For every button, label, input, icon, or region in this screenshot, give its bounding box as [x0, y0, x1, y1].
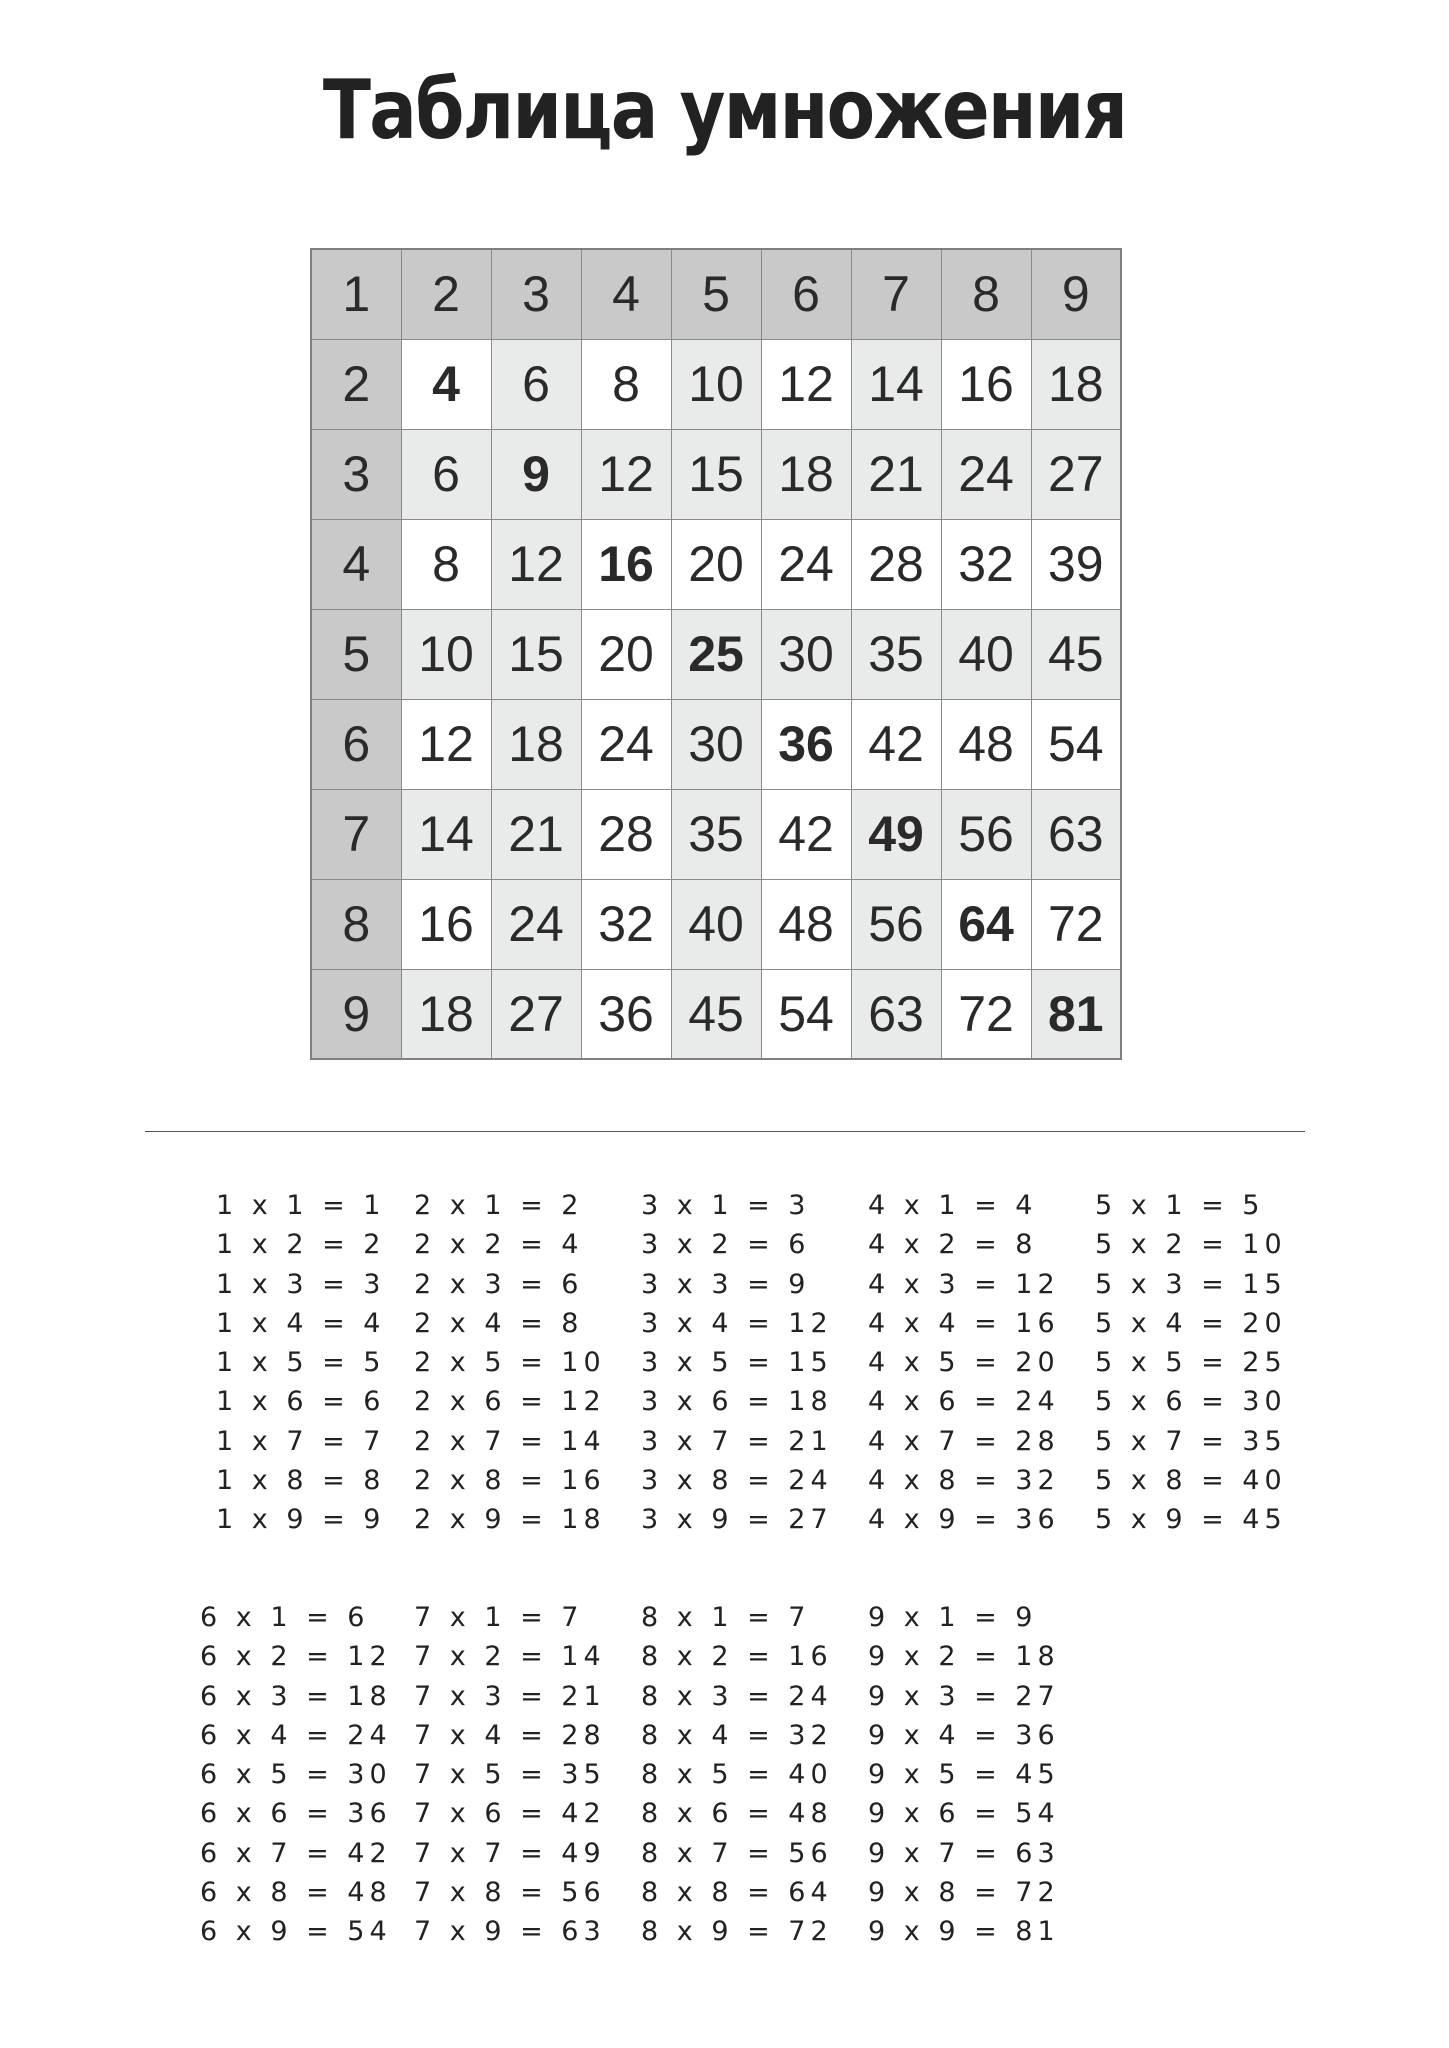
- grid-cell: 12: [491, 519, 581, 609]
- grid-cell: 32: [941, 519, 1031, 609]
- page-title: Таблица умножения: [322, 63, 1127, 158]
- grid-cell: 54: [1031, 699, 1121, 789]
- multiplication-fact: 3 x 5 = 15: [641, 1347, 833, 1379]
- multiplication-fact: 6 x 3 = 18: [200, 1680, 392, 1712]
- grid-cell: 18: [491, 699, 581, 789]
- grid-header-cell: 6: [311, 699, 401, 789]
- multiplication-fact: 4 x 5 = 20: [868, 1347, 1060, 1379]
- multiplication-fact: 7 x 8 = 56: [414, 1877, 606, 1909]
- grid-cell: 14: [851, 339, 941, 429]
- grid-cell: 36: [761, 699, 851, 789]
- grid-cell: 28: [581, 789, 671, 879]
- multiplication-fact: 1 x 3 = 3: [216, 1268, 386, 1300]
- multiplication-fact: 4 x 9 = 36: [868, 1504, 1060, 1536]
- multiplication-fact: 6 x 7 = 42: [200, 1837, 392, 1869]
- multiplication-fact: 3 x 8 = 24: [641, 1465, 833, 1497]
- grid-header-cell: 4: [581, 249, 671, 339]
- grid-cell: 21: [851, 429, 941, 519]
- facts-column-3: [641, 1186, 833, 1540]
- grid-header-cell: 5: [311, 609, 401, 699]
- grid-cell: 28: [851, 519, 941, 609]
- grid-cell: 24: [491, 879, 581, 969]
- grid-cell: 18: [761, 429, 851, 519]
- multiplication-fact: 9 x 5 = 45: [868, 1759, 1060, 1791]
- multiplication-fact: 1 x 4 = 4: [216, 1307, 386, 1339]
- grid-cell: 27: [1031, 429, 1121, 519]
- multiplication-fact: 8 x 2 = 16: [641, 1641, 833, 1673]
- multiplication-fact: 1 x 6 = 6: [216, 1386, 386, 1418]
- grid-cell: 8: [401, 519, 491, 609]
- multiplication-fact: 2 x 9 = 18: [414, 1504, 606, 1536]
- multiplication-fact: 5 x 8 = 40: [1095, 1465, 1287, 1497]
- grid-cell: 21: [491, 789, 581, 879]
- multiplication-fact: 5 x 4 = 20: [1095, 1307, 1287, 1339]
- grid-cell: 24: [581, 699, 671, 789]
- multiplication-fact: 7 x 6 = 42: [414, 1798, 606, 1830]
- multiplication-fact: 4 x 6 = 24: [868, 1386, 1060, 1418]
- multiplication-fact: 2 x 4 = 8: [414, 1307, 584, 1339]
- grid-cell: 6: [491, 339, 581, 429]
- grid-cell: 12: [581, 429, 671, 519]
- multiplication-fact: 9 x 4 = 36: [868, 1719, 1060, 1751]
- multiplication-fact: 2 x 7 = 14: [414, 1425, 606, 1457]
- multiplication-fact: 5 x 6 = 30: [1095, 1386, 1287, 1418]
- grid-cell: 16: [581, 519, 671, 609]
- grid-cell: 8: [581, 339, 671, 429]
- grid-cell: 18: [1031, 339, 1121, 429]
- multiplication-fact: 1 x 1 = 1: [216, 1190, 386, 1221]
- grid-cell: 18: [401, 969, 491, 1059]
- grid-header-cell: 5: [671, 249, 761, 339]
- grid-header-cell: 9: [311, 969, 401, 1059]
- multiplication-fact: 8 x 4 = 32: [641, 1719, 833, 1751]
- grid-cell: 39: [1031, 519, 1121, 609]
- multiplication-fact: 2 x 6 = 12: [414, 1386, 606, 1418]
- multiplication-fact: 7 x 9 = 63: [414, 1916, 606, 1948]
- multiplication-fact: 1 x 7 = 7: [216, 1425, 386, 1457]
- grid-cell: 32: [581, 879, 671, 969]
- facts-column-6: [200, 1598, 392, 1952]
- grid-cell: 15: [491, 609, 581, 699]
- grid-cell: 48: [761, 879, 851, 969]
- multiplication-fact: 2 x 5 = 10: [414, 1347, 606, 1379]
- grid-cell: 10: [671, 339, 761, 429]
- multiplication-fact: 1 x 9 = 9: [216, 1504, 386, 1536]
- multiplication-fact: 9 x 6 = 54: [868, 1798, 1060, 1830]
- multiplication-fact: 3 x 4 = 12: [641, 1307, 833, 1339]
- multiplication-fact: 7 x 3 = 21: [414, 1680, 606, 1712]
- grid-cell: 64: [941, 879, 1031, 969]
- multiplication-fact: 7 x 1 = 7: [414, 1602, 584, 1633]
- facts-column-5: [1095, 1186, 1287, 1540]
- multiplication-fact: 9 x 2 = 18: [868, 1641, 1060, 1673]
- grid-header-cell: 6: [761, 249, 851, 339]
- grid-cell: 20: [581, 609, 671, 699]
- multiplication-fact: 7 x 5 = 35: [414, 1759, 606, 1791]
- grid-cell: 40: [941, 609, 1031, 699]
- grid-cell: 63: [1031, 789, 1121, 879]
- grid-header-cell: 3: [491, 249, 581, 339]
- multiplication-fact: 3 x 1 = 3: [641, 1190, 811, 1221]
- grid-cell: 6: [401, 429, 491, 519]
- multiplication-fact: 2 x 3 = 6: [414, 1268, 584, 1300]
- grid-cell: 63: [851, 969, 941, 1059]
- grid-header-cell: 9: [1031, 249, 1121, 339]
- multiplication-fact: 9 x 7 = 63: [868, 1837, 1060, 1869]
- multiplication-fact: 5 x 3 = 15: [1095, 1268, 1287, 1300]
- grid-cell: 24: [761, 519, 851, 609]
- multiplication-fact: 4 x 8 = 32: [868, 1465, 1060, 1497]
- grid-cell: 45: [1031, 609, 1121, 699]
- facts-column-4: [868, 1186, 1060, 1540]
- grid-header-cell: 8: [941, 249, 1031, 339]
- facts-column-9: [868, 1598, 1060, 1952]
- multiplication-fact: 1 x 5 = 5: [216, 1347, 386, 1379]
- multiplication-fact: 6 x 9 = 54: [200, 1916, 392, 1948]
- multiplication-fact: 8 x 7 = 56: [641, 1837, 833, 1869]
- grid-cell: 56: [941, 789, 1031, 879]
- grid-cell: 48: [941, 699, 1031, 789]
- grid-header-cell: 7: [311, 789, 401, 879]
- multiplication-fact: 1 x 2 = 2: [216, 1229, 386, 1261]
- grid-cell: 45: [671, 969, 761, 1059]
- grid-cell: 24: [941, 429, 1031, 519]
- multiplication-fact: 8 x 3 = 24: [641, 1680, 833, 1712]
- grid-cell: 30: [761, 609, 851, 699]
- multiplication-fact: 7 x 2 = 14: [414, 1641, 606, 1673]
- multiplication-fact: 3 x 6 = 18: [641, 1386, 833, 1418]
- grid-header-cell: 1: [311, 249, 401, 339]
- grid-cell: 20: [671, 519, 761, 609]
- grid-header-cell: 4: [311, 519, 401, 609]
- grid-cell: 10: [401, 609, 491, 699]
- multiplication-fact: 2 x 8 = 16: [414, 1465, 606, 1497]
- multiplication-fact: 5 x 7 = 35: [1095, 1425, 1287, 1457]
- multiplication-fact: 9 x 9 = 81: [868, 1916, 1060, 1948]
- grid-header-cell: 3: [311, 429, 401, 519]
- grid-cell: 27: [491, 969, 581, 1059]
- grid-cell: 12: [761, 339, 851, 429]
- grid-cell: 40: [671, 879, 761, 969]
- grid-header-cell: 7: [851, 249, 941, 339]
- facts-column-8: [641, 1598, 833, 1952]
- grid-header-cell: 2: [401, 249, 491, 339]
- multiplication-fact: 7 x 7 = 49: [414, 1837, 606, 1869]
- facts-column-2: [414, 1186, 606, 1540]
- multiplication-fact: 6 x 4 = 24: [200, 1719, 392, 1751]
- grid-cell: 49: [851, 789, 941, 879]
- multiplication-fact: 4 x 3 = 12: [868, 1268, 1060, 1300]
- multiplication-fact: 8 x 1 = 7: [641, 1602, 811, 1633]
- multiplication-fact: 7 x 4 = 28: [414, 1719, 606, 1751]
- multiplication-fact: 9 x 8 = 72: [868, 1877, 1060, 1909]
- multiplication-fact: 8 x 8 = 64: [641, 1877, 833, 1909]
- grid-header-cell: 8: [311, 879, 401, 969]
- multiplication-fact: 2 x 2 = 4: [414, 1229, 584, 1261]
- multiplication-fact: 3 x 2 = 6: [641, 1229, 811, 1261]
- multiplication-fact: 4 x 2 = 8: [868, 1229, 1038, 1261]
- grid-cell: 4: [401, 339, 491, 429]
- multiplication-fact: 9 x 1 = 9: [868, 1602, 1038, 1633]
- grid-cell: 30: [671, 699, 761, 789]
- grid-cell: 12: [401, 699, 491, 789]
- facts-column-7: [414, 1598, 606, 1952]
- multiplication-fact: 8 x 6 = 48: [641, 1798, 833, 1830]
- multiplication-fact: 5 x 1 = 5: [1095, 1190, 1265, 1221]
- multiplication-fact: 6 x 5 = 30: [200, 1759, 392, 1791]
- grid-cell: 42: [761, 789, 851, 879]
- multiplication-fact: 3 x 3 = 9: [641, 1268, 811, 1300]
- grid-cell: 56: [851, 879, 941, 969]
- multiplication-fact: 5 x 9 = 45: [1095, 1504, 1287, 1536]
- multiplication-fact: 6 x 8 = 48: [200, 1877, 392, 1909]
- grid-cell: 36: [581, 969, 671, 1059]
- grid-cell: 72: [1031, 879, 1121, 969]
- multiplication-fact: 9 x 3 = 27: [868, 1680, 1060, 1712]
- multiplication-fact: 3 x 9 = 27: [641, 1504, 833, 1536]
- grid-cell: 42: [851, 699, 941, 789]
- multiplication-fact: 6 x 1 = 6: [200, 1602, 370, 1633]
- multiplication-fact: 3 x 7 = 21: [641, 1425, 833, 1457]
- grid-cell: 14: [401, 789, 491, 879]
- multiplication-fact: 4 x 7 = 28: [868, 1425, 1060, 1457]
- multiplication-fact: 4 x 4 = 16: [868, 1307, 1060, 1339]
- facts-column-1: [216, 1186, 385, 1540]
- grid-cell: 81: [1031, 969, 1121, 1059]
- multiplication-fact: 5 x 2 = 10: [1095, 1229, 1287, 1261]
- grid-cell: 72: [941, 969, 1031, 1059]
- grid-cell: 35: [851, 609, 941, 699]
- grid-cell: 16: [941, 339, 1031, 429]
- multiplication-fact: 6 x 2 = 12: [200, 1641, 392, 1673]
- multiplication-fact: 5 x 5 = 25: [1095, 1347, 1287, 1379]
- multiplication-fact: 8 x 9 = 72: [641, 1916, 833, 1948]
- grid-cell: 16: [401, 879, 491, 969]
- grid-cell: 54: [761, 969, 851, 1059]
- grid-header-cell: 2: [311, 339, 401, 429]
- grid-cell: 35: [671, 789, 761, 879]
- multiplication-fact: 8 x 5 = 40: [641, 1759, 833, 1791]
- multiplication-fact: 4 x 1 = 4: [868, 1190, 1038, 1221]
- grid-cell: 25: [671, 609, 761, 699]
- multiplication-fact: 1 x 8 = 8: [216, 1465, 386, 1497]
- grid-cell: 9: [491, 429, 581, 519]
- multiplication-fact: 6 x 6 = 36: [200, 1798, 392, 1830]
- grid-cell: 15: [671, 429, 761, 519]
- multiplication-fact: 2 x 1 = 2: [414, 1190, 584, 1221]
